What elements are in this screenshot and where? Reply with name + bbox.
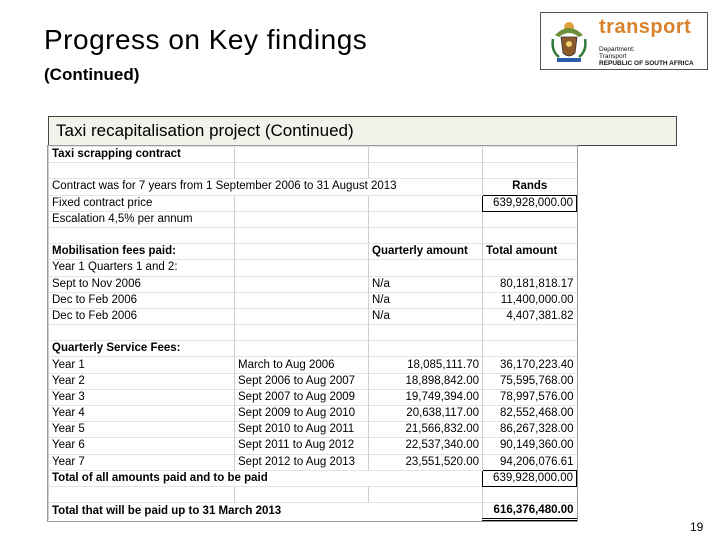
table-row — [49, 438, 577, 454]
service-year: Year 4 — [49, 406, 235, 422]
service-total: 86,267,328.00 — [483, 422, 577, 438]
mobilisation-total: 11,400,000.00 — [483, 292, 577, 308]
service-total: 36,170,223.40 — [483, 357, 577, 373]
total-2013-value: 616,376,480.00 — [483, 503, 577, 520]
total-2013-label: Total that will be paid up to 31 March 2013 — [49, 503, 483, 520]
total-amount-header: Total amount — [483, 244, 577, 260]
logo-line-1: Department: — [599, 46, 635, 53]
service-total: 90,149,360.00 — [483, 438, 577, 454]
page-number: 19 — [690, 520, 704, 534]
service-period: Sept 2012 to Aug 2013 — [235, 454, 369, 470]
table-row — [49, 454, 577, 470]
service-quarterly: 21,566,832.00 — [369, 422, 483, 438]
table-row — [49, 373, 577, 389]
table-row — [49, 389, 577, 405]
contract-line: Contract was for 7 years from 1 September 2006 to 31 August 2013 — [49, 179, 483, 195]
service-fees-label: Quarterly Service Fees: — [49, 341, 235, 357]
total-all-label: Total of all amounts paid and to be paid — [49, 470, 483, 486]
service-year: Year 6 — [49, 438, 235, 454]
service-period: Sept 2010 to Aug 2011 — [235, 422, 369, 438]
quarterly-amount-header: Quarterly amount — [369, 244, 483, 260]
service-total: 75,595,768.00 — [483, 373, 577, 389]
service-year: Year 3 — [49, 389, 235, 405]
service-total: 78,997,576.00 — [483, 389, 577, 405]
service-quarterly: 18,898,842.00 — [369, 373, 483, 389]
fixed-price-label: Fixed contract price — [49, 195, 235, 211]
mobilisation-period: Dec to Feb 2006 — [49, 308, 235, 324]
table-row — [49, 179, 577, 195]
service-period: Sept 2006 to Aug 2007 — [235, 373, 369, 389]
table-heading: Taxi scrapping contract — [49, 147, 235, 163]
table-row — [49, 470, 577, 486]
table-row — [49, 260, 577, 276]
service-quarterly: 22,537,340.00 — [369, 438, 483, 454]
table-row — [49, 276, 577, 292]
section-banner — [48, 116, 677, 146]
service-total: 94,206,076.61 — [483, 454, 577, 470]
service-period: Sept 2009 to Aug 2010 — [235, 406, 369, 422]
mobilisation-total: 80,181,818.17 — [483, 276, 577, 292]
table-row — [49, 195, 577, 211]
slide-subtitle: (Continued) — [44, 65, 140, 84]
table-row — [49, 341, 577, 357]
mobilisation-quarterly: N/a — [369, 308, 483, 324]
service-quarterly: 23,551,520.00 — [369, 454, 483, 470]
table-row — [49, 422, 577, 438]
logo-line-3: REPUBLIC OF SOUTH AFRICA — [599, 60, 694, 67]
service-quarterly: 19,749,394.00 — [369, 389, 483, 405]
rands-label: Rands — [483, 179, 577, 195]
table-row — [49, 357, 577, 373]
mobilisation-total: 4,407,381.82 — [483, 308, 577, 324]
service-year: Year 2 — [49, 373, 235, 389]
scrapping-contract-table — [48, 146, 577, 521]
service-total: 82,552,468.00 — [483, 406, 577, 422]
table-row — [49, 308, 577, 324]
table-row — [49, 406, 577, 422]
table-row — [49, 292, 577, 308]
service-period: Sept 2007 to Aug 2009 — [235, 389, 369, 405]
transport-logo — [540, 12, 708, 70]
table-row — [49, 211, 577, 227]
table-row — [49, 244, 577, 260]
service-year: Year 7 — [49, 454, 235, 470]
banner-text: Taxi recapitalisation project (Continued) — [56, 121, 354, 140]
service-year: Year 5 — [49, 422, 235, 438]
mobilisation-period: Sept to Nov 2006 — [49, 276, 235, 292]
total-all-value: 639,928,000.00 — [483, 470, 577, 486]
slide-title: Progress on Key findings — [44, 24, 368, 55]
logo-word: transport — [599, 16, 692, 38]
table-row — [49, 503, 577, 520]
fixed-price-value: 639,928,000.00 — [483, 195, 577, 211]
service-period: Sept 2011 to Aug 2012 — [235, 438, 369, 454]
escalation-label: Escalation 4,5% per annum — [49, 211, 235, 227]
service-year: Year 1 — [49, 357, 235, 373]
mobilisation-period: Dec to Feb 2006 — [49, 292, 235, 308]
service-period: March to Aug 2006 — [235, 357, 369, 373]
mobilisation-quarterly: N/a — [369, 292, 483, 308]
table-row — [49, 147, 577, 163]
service-quarterly: 18,085,111.70 — [369, 357, 483, 373]
logo-line-2: Transport — [599, 53, 627, 60]
mobilisation-label: Mobilisation fees paid: — [49, 244, 235, 260]
mobilisation-quarterly: N/a — [369, 276, 483, 292]
service-quarterly: 20,638,117.00 — [369, 406, 483, 422]
year1-quarters-label: Year 1 Quarters 1 and 2: — [49, 260, 235, 276]
coat-of-arms-icon — [545, 17, 593, 65]
